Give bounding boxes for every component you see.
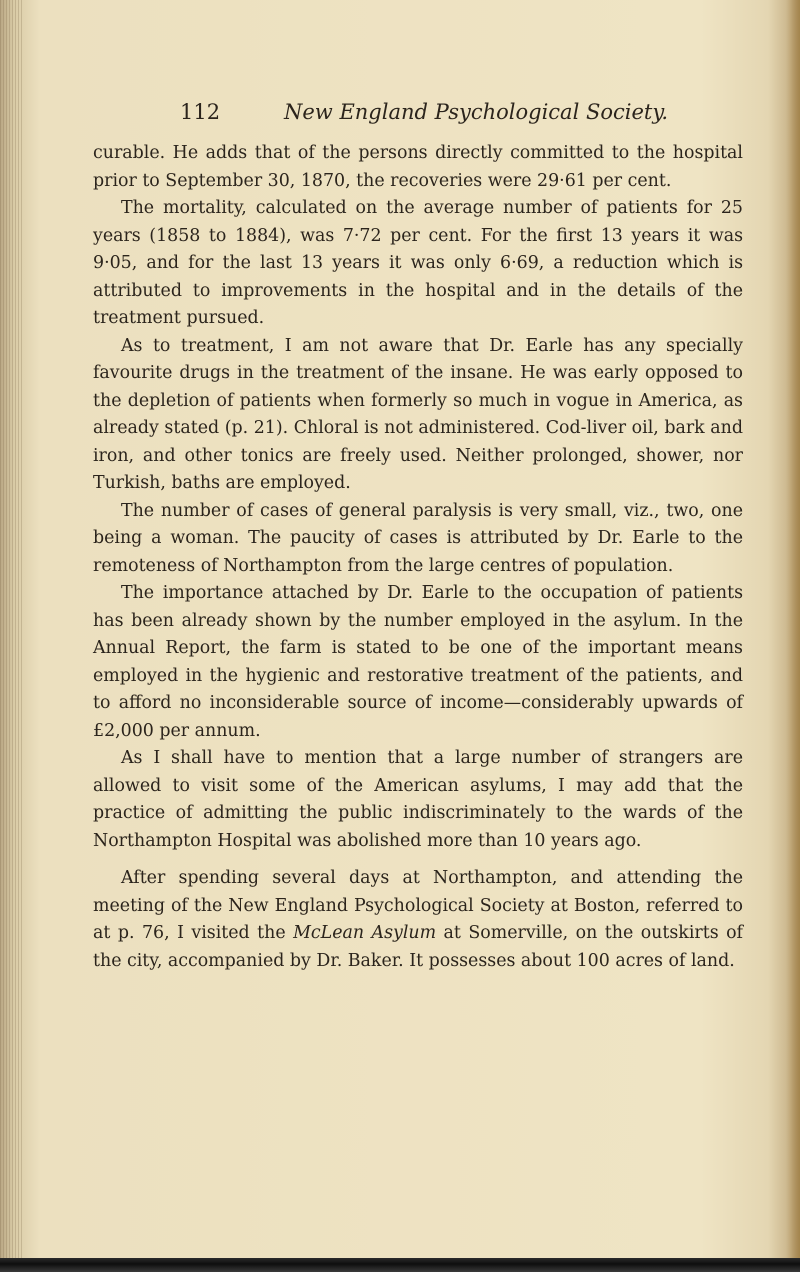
paragraph-2: The mortality, calculated on the average number of patients for 25 years (1858 to 1884), was 7·72 per cent. For the first 13 years it was 9·05, and for the last 13 years it was only 6·69, a reduction which is attributed to improvements in the hospital and in the details of the treatment pursued. <box>93 198 743 328</box>
paragraph-7-end: at Somerville, on the outskirts of the city, accompanied by Dr. Baker. It possesses about 100 acres of land. <box>93 923 743 971</box>
mclean-asylum-name: McLean Asylum <box>293 923 437 943</box>
body-text <box>93 140 743 975</box>
paragraph-1: curable. He adds that of the persons directly committed to the hospital prior to September 30, 1870, the recoveries were 29·61 per cent. <box>93 143 743 191</box>
page-edge-right <box>786 0 800 1272</box>
paragraph-3: As to treatment, I am not aware that Dr. Earle has any specially favourite drugs in the treatment of the insane. He was early opposed to the depletion of patients when formerly so much in vogue in America, as already stated (p. 21). Chloral is not administered. Cod-liver oil, bark and iron, and other tonics are freely used. Neither prolonged, shower, nor Turkish, baths are employed. <box>93 335 743 493</box>
page-number: 112 <box>180 100 221 124</box>
bottom-binding-edge <box>0 1258 800 1272</box>
paragraph-5: The importance attached by Dr. Earle to the occupation of patients has been already shown by the number employed in the asylum. In the Annual Report, the farm is stated to be one of the important means employed in the hygienic and restorative treatment of the patients, and to afford no inconsiderable source of income—considerably upwards of £2,000 per annum. <box>93 583 743 741</box>
running-title: New England Psychological Society. <box>284 100 669 124</box>
paragraph-7 <box>93 865 743 975</box>
page-header <box>180 100 669 134</box>
paragraph-7-start: After spending several days at Northampton, and attending the meeting of the New England Psychological Society at Boston, referred to at p. 76, I visited the <box>93 868 743 943</box>
page-edge-left <box>0 0 22 1272</box>
paragraph-6: As I shall have to mention that a large number of strangers are allowed to visit some of the American asylums, I may add that the practice of admitting the public indiscriminately to the wards of the Northampton Hospital was abolished more than 10 years ago. <box>93 748 743 851</box>
paragraph-4: The number of cases of general paralysis is very small, viz., two, one being a woman. The paucity of cases is attributed by Dr. Earle to the remoteness of Northampton from the large centres of population. <box>93 500 743 576</box>
